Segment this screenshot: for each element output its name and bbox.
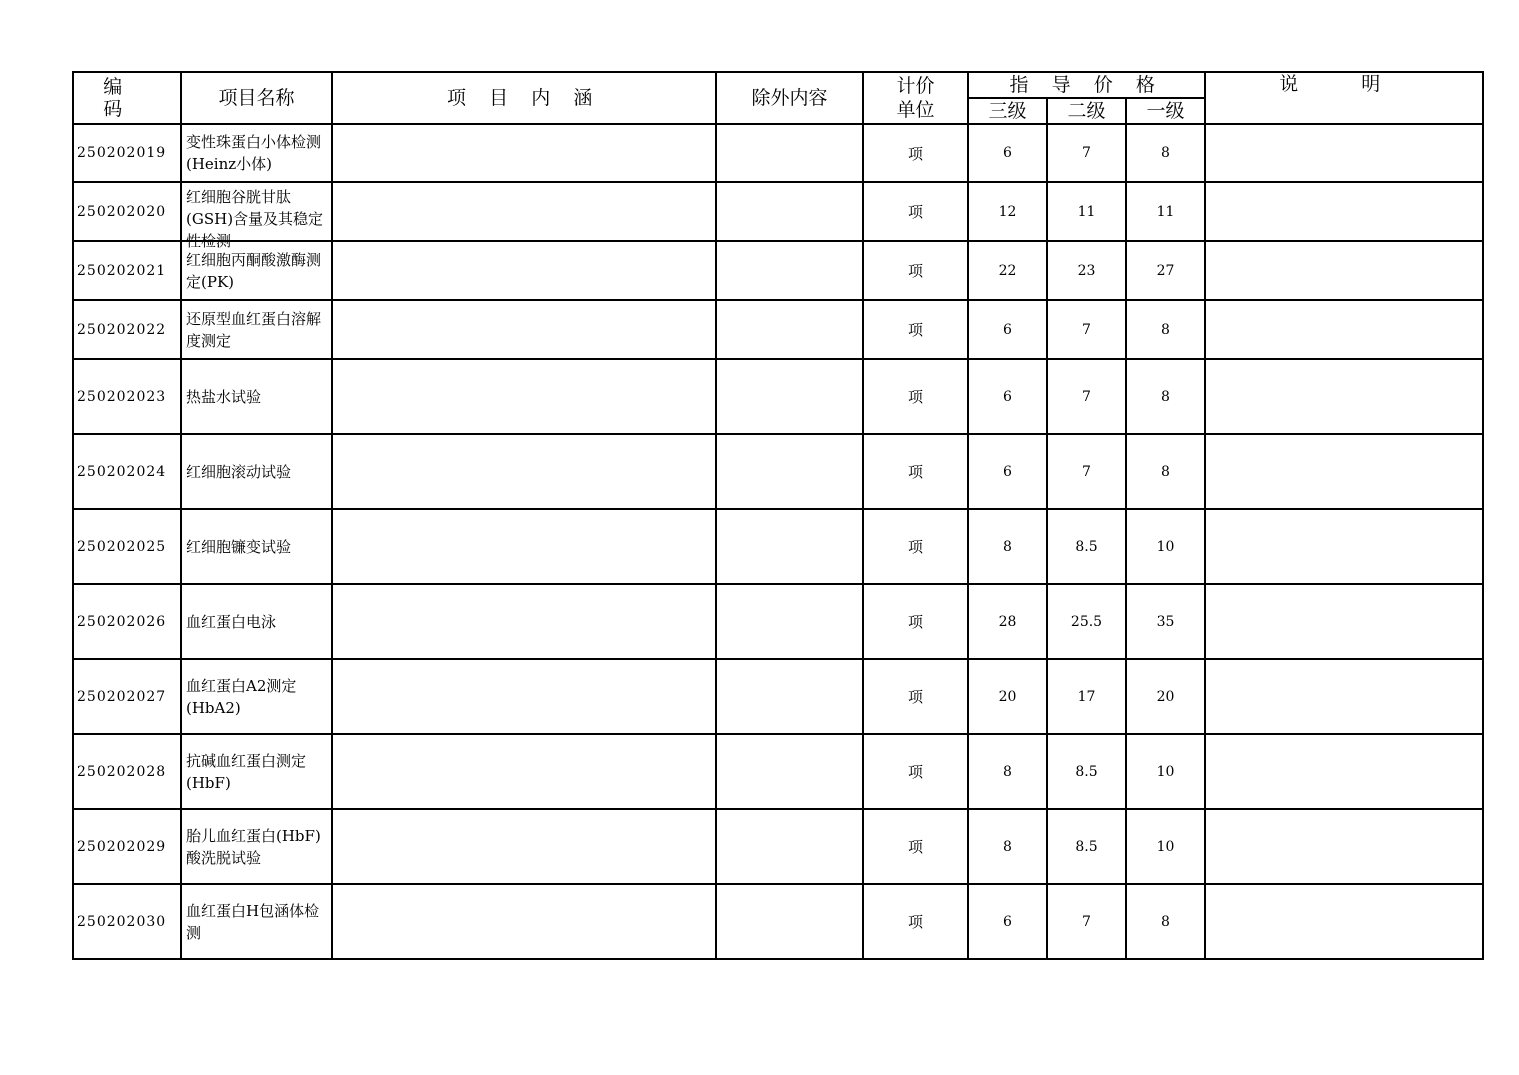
level2-price-cell: 8.5 (1047, 509, 1126, 584)
level1-price-cell: 20 (1126, 659, 1205, 734)
unit-cell: 项 (863, 584, 968, 659)
excluded-cell (716, 884, 863, 959)
note-cell (1205, 659, 1483, 734)
note-cell (1205, 124, 1483, 182)
content-cell (332, 884, 716, 959)
content-cell (332, 809, 716, 884)
table-row (73, 734, 1483, 809)
excluded-cell (716, 359, 863, 434)
unit-cell: 项 (863, 659, 968, 734)
unit-cell: 项 (863, 809, 968, 884)
item-name-text: 还原型血红蛋白溶解度测定 (186, 309, 322, 350)
header-name: 项目名称 (181, 72, 332, 124)
excluded-cell (716, 434, 863, 509)
code-cell: 250202023 (73, 359, 181, 434)
name-cell (181, 241, 332, 300)
table-row (73, 659, 1483, 734)
table-row (73, 809, 1483, 884)
level2-price-cell: 23 (1047, 241, 1126, 300)
unit-cell: 项 (863, 734, 968, 809)
table-row (73, 359, 1483, 434)
name-cell (181, 509, 332, 584)
level1-price-cell: 8 (1126, 124, 1205, 182)
code-cell: 250202025 (73, 509, 181, 584)
excluded-cell (716, 300, 863, 359)
code-cell: 250202029 (73, 809, 181, 884)
level3-price-cell: 6 (968, 359, 1047, 434)
code-cell: 250202019 (73, 124, 181, 182)
unit-cell: 项 (863, 300, 968, 359)
header-price-group: 指 导 价 格 (968, 72, 1205, 98)
unit-cell: 项 (863, 182, 968, 241)
table-row (73, 241, 1483, 300)
unit-cell: 项 (863, 241, 968, 300)
content-cell (332, 734, 716, 809)
excluded-cell (716, 124, 863, 182)
header-excluded: 除外内容 (716, 72, 863, 124)
code-cell: 250202022 (73, 300, 181, 359)
content-cell (332, 584, 716, 659)
item-name-text: 变性珠蛋白小体检测(Heinz小体) (186, 133, 322, 173)
name-cell (181, 359, 332, 434)
header-unit-line1: 计价 (896, 75, 935, 97)
table-row (73, 182, 1483, 241)
level2-price-cell: 7 (1047, 300, 1126, 359)
content-cell (332, 434, 716, 509)
level3-price-cell: 12 (968, 182, 1047, 241)
level1-price-cell: 8 (1126, 300, 1205, 359)
content-cell (332, 359, 716, 434)
note-cell (1205, 509, 1483, 584)
header-code: 编 码 (73, 72, 181, 124)
content-cell (332, 659, 716, 734)
item-name-text: 胎儿血红蛋白(HbF)酸洗脱试验 (186, 826, 321, 867)
name-cell (181, 300, 332, 359)
excluded-cell (716, 241, 863, 300)
unit-cell: 项 (863, 509, 968, 584)
level1-price-cell: 8 (1126, 359, 1205, 434)
code-cell: 250202024 (73, 434, 181, 509)
unit-cell: 项 (863, 124, 968, 182)
level3-price-cell: 6 (968, 884, 1047, 959)
content-cell (332, 241, 716, 300)
level2-price-cell: 11 (1047, 182, 1126, 241)
level3-price-cell: 28 (968, 584, 1047, 659)
excluded-cell (716, 809, 863, 884)
content-cell (332, 182, 716, 241)
level1-price-cell: 8 (1126, 434, 1205, 509)
price-table (72, 71, 1484, 960)
level3-price-cell: 6 (968, 434, 1047, 509)
level3-price-cell: 22 (968, 241, 1047, 300)
name-cell (181, 434, 332, 509)
unit-cell: 项 (863, 884, 968, 959)
note-cell (1205, 809, 1483, 884)
code-cell: 250202028 (73, 734, 181, 809)
level2-price-cell: 25.5 (1047, 584, 1126, 659)
header-level2: 二级 (1047, 98, 1126, 124)
name-cell (181, 809, 332, 884)
item-name-text: 红细胞滚动试验 (186, 462, 292, 481)
name-cell (181, 884, 332, 959)
name-cell (181, 584, 332, 659)
item-name-text: 红细胞谷胱甘肽(GSH)含量及其稳定性检测 (186, 187, 324, 250)
level2-price-cell: 7 (1047, 884, 1126, 959)
name-cell (181, 182, 332, 250)
level1-price-cell: 27 (1126, 241, 1205, 300)
header-row (73, 72, 1483, 98)
level2-price-cell: 7 (1047, 124, 1126, 182)
table-row (73, 509, 1483, 584)
item-name-text: 血红蛋白电泳 (186, 612, 277, 631)
content-cell (332, 509, 716, 584)
table-row (73, 124, 1483, 182)
level2-price-cell: 17 (1047, 659, 1126, 734)
header-note: 说 明 (1205, 72, 1483, 124)
level2-price-cell: 8.5 (1047, 809, 1126, 884)
item-name-text: 红细胞丙酮酸激酶测定(PK) (186, 250, 322, 291)
level3-price-cell: 8 (968, 809, 1047, 884)
level1-price-cell: 11 (1126, 182, 1205, 241)
item-name-text: 血红蛋白H包涵体检测 (186, 901, 320, 942)
table-row (73, 300, 1483, 359)
level1-price-cell: 35 (1126, 584, 1205, 659)
level3-price-cell: 6 (968, 124, 1047, 182)
item-name-text: 血红蛋白A2测定(HbA2) (186, 676, 297, 717)
table-row (73, 434, 1483, 509)
excluded-cell (716, 734, 863, 809)
header-unit-line2: 单位 (896, 99, 935, 121)
header-level1: 一级 (1126, 98, 1205, 124)
level1-price-cell: 10 (1126, 509, 1205, 584)
note-cell (1205, 884, 1483, 959)
item-name-text: 抗碱血红蛋白测定(HbF) (186, 751, 307, 792)
item-name-text: 红细胞镰变试验 (186, 537, 292, 556)
level1-price-cell: 10 (1126, 809, 1205, 884)
code-cell: 250202030 (73, 884, 181, 959)
note-cell (1205, 182, 1483, 241)
code-cell: 250202021 (73, 241, 181, 300)
level2-price-cell: 7 (1047, 434, 1126, 509)
level2-price-cell: 7 (1047, 359, 1126, 434)
level3-price-cell: 20 (968, 659, 1047, 734)
note-cell (1205, 584, 1483, 659)
excluded-cell (716, 182, 863, 241)
unit-cell: 项 (863, 434, 968, 509)
level1-price-cell: 10 (1126, 734, 1205, 809)
note-cell (1205, 434, 1483, 509)
table-row (73, 584, 1483, 659)
content-cell (332, 124, 716, 182)
header-level3: 三级 (968, 98, 1047, 124)
note-cell (1205, 300, 1483, 359)
note-cell (1205, 734, 1483, 809)
table-row (73, 884, 1483, 959)
note-cell (1205, 241, 1483, 300)
level2-price-cell: 8.5 (1047, 734, 1126, 809)
code-cell: 250202026 (73, 584, 181, 659)
name-cell (181, 659, 332, 734)
name-cell (181, 124, 332, 182)
excluded-cell (716, 659, 863, 734)
level1-price-cell: 8 (1126, 884, 1205, 959)
excluded-cell (716, 509, 863, 584)
excluded-cell (716, 584, 863, 659)
name-cell (181, 734, 332, 809)
level3-price-cell: 8 (968, 509, 1047, 584)
note-cell (1205, 359, 1483, 434)
header-unit (863, 72, 968, 124)
level3-price-cell: 6 (968, 300, 1047, 359)
code-cell: 250202020 (73, 182, 181, 241)
header-content: 项 目 内 涵 (332, 72, 716, 124)
level3-price-cell: 8 (968, 734, 1047, 809)
content-cell (332, 300, 716, 359)
unit-cell: 项 (863, 359, 968, 434)
code-cell: 250202027 (73, 659, 181, 734)
item-name-text: 热盐水试验 (186, 387, 262, 406)
